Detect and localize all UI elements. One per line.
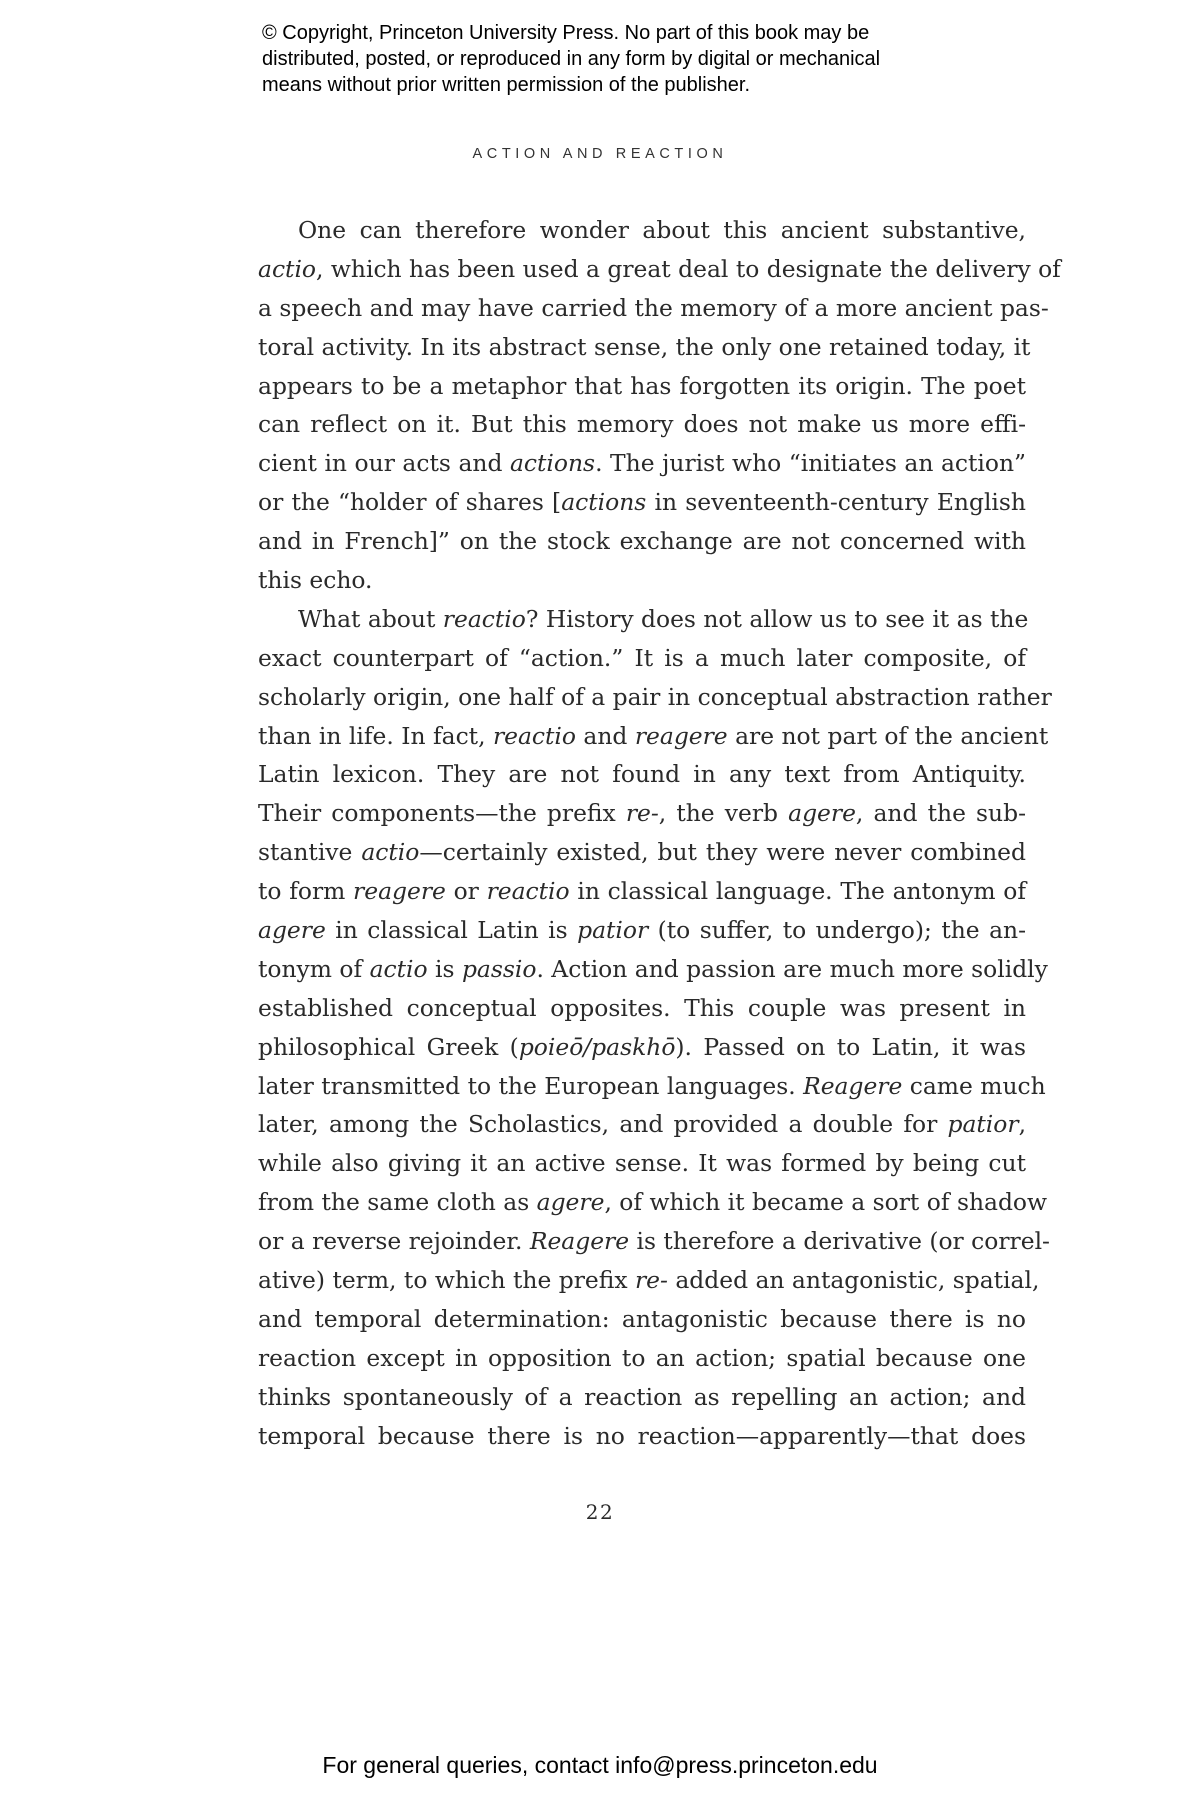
text-line: appears to be a metaphor that has forgotten its origin. The poet xyxy=(258,371,1026,400)
text-line: One can therefore wonder about this ancient substantive, xyxy=(298,216,1026,244)
text-line: or a reverse rejoinder. Reagere is therefore a derivative (or correl- xyxy=(258,1227,1050,1256)
text-line: later transmitted to the European languages. Reagere came much xyxy=(258,1071,1046,1100)
running-head: ACTION AND REACTION xyxy=(472,146,728,162)
text-line: or the “holder of shares [actions in seventeenth-century English xyxy=(258,488,1026,517)
text-line: What about reactio? History does not allow us to see it as the xyxy=(298,604,1029,633)
text-line: Their components—the prefix re-, the verb agere, and the sub- xyxy=(258,799,1026,828)
copyright-line: © Copyright, Princeton University Press. No part of this book may be xyxy=(262,22,870,44)
body-text xyxy=(258,211,1061,1456)
text-line: can reflect on it. But this memory does not make us more effi- xyxy=(258,410,1026,439)
text-line: than in life. In fact, reactio and reagere are not part of the ancient xyxy=(258,721,1049,750)
text-line: to form reagere or reactio in classical language. The antonym of xyxy=(258,877,1026,906)
text-line: toral activity. In its abstract sense, the only one retained today, it xyxy=(258,332,1031,361)
text-line: philosophical Greek (poieō/paskhō). Passed on to Latin, it was xyxy=(258,1032,1026,1061)
text-line: cient in our acts and actions. The jurist who “initiates an action” xyxy=(258,449,1026,478)
text-line: thinks spontaneously of a reaction as repelling an action; and xyxy=(258,1382,1026,1411)
text-line: while also giving it an active sense. It was formed by being cut xyxy=(258,1149,1026,1178)
paragraph-1 xyxy=(258,211,1061,600)
copyright-line: distributed, posted, or reproduced in any form by digital or mechanical xyxy=(262,48,881,70)
text-line: stantive actio—certainly existed, but they were never combined xyxy=(258,838,1026,867)
text-line: and in French]” on the stock exchange are not concerned with xyxy=(258,527,1026,556)
copyright-notice xyxy=(262,20,1022,98)
text-line: established conceptual opposites. This couple was present in xyxy=(258,993,1026,1022)
text-line: and temporal determination: antagonistic because there is no xyxy=(258,1304,1026,1333)
text-line: Latin lexicon. They are not found in any text from Antiquity. xyxy=(258,760,1026,789)
text-line: exact counterpart of “action.” It is a much later composite, of xyxy=(258,643,1026,672)
text-line: a speech and may have carried the memory of a more ancient pas- xyxy=(258,293,1049,322)
text-line: reaction except in opposition to an action; spatial because one xyxy=(258,1343,1026,1372)
text-line: scholarly origin, one half of a pair in conceptual abstraction rather xyxy=(258,682,1052,711)
text-line: later, among the Scholastics, and provided a double for patior, xyxy=(258,1110,1026,1139)
text-line: from the same cloth as agere, of which it became a sort of shadow xyxy=(258,1188,1048,1217)
footer-contact: For general queries, contact info@press.princeton.edu xyxy=(322,1752,878,1778)
text-line: actio, which has been used a great deal to designate the delivery of xyxy=(258,254,1061,283)
paragraph-2 xyxy=(258,600,1052,1456)
page-number: 22 xyxy=(585,1500,615,1524)
text-line: agere in classical Latin is patior (to suffer, to undergo); the an- xyxy=(258,916,1027,945)
text-line: tonym of actio is passio. Action and passion are much more solidly xyxy=(258,954,1048,983)
copyright-line: means without prior written permission of the publisher. xyxy=(262,74,751,96)
text-line: ative) term, to which the prefix re- added an antagonistic, spatial, xyxy=(258,1266,1040,1295)
text-line: this echo. xyxy=(258,566,373,595)
text-line: temporal because there is no reaction—apparently—that does xyxy=(258,1421,1026,1450)
